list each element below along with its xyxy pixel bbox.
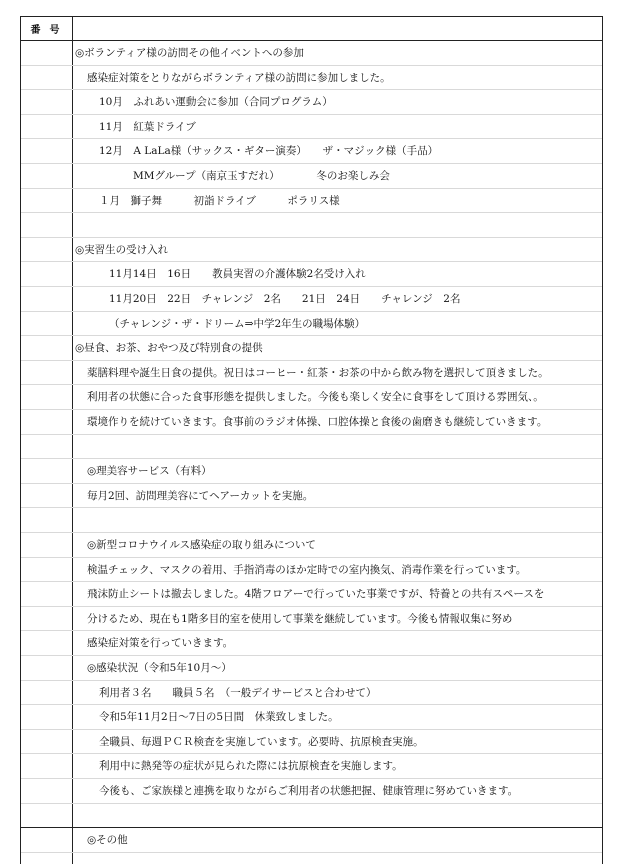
table-row [21,115,602,140]
table-row [21,533,602,558]
table-row [21,189,602,214]
table-row [21,508,602,533]
table-row [21,582,602,607]
row-text: 分けるため、現在も1階多目的室を使用して事業を継続しています。今後も情報収集に努め [87,612,513,625]
table-row [21,262,602,287]
table-row [21,410,602,435]
row-text: 薬膳料理や誕生日食の提供。祝日はコーヒー・紅茶・お茶の中から飲み物を選択して頂きました。 [87,366,549,379]
table-row [21,90,602,115]
row-text: 11月20日 22日 チャレンジ 2名 21日 24日 チャレンジ 2名 [109,293,461,305]
row-text: 今後も、ご家族様と連携を取りながらご利用者の状態把握、健康管理に努めていきます。 [99,785,519,797]
row-text: 毎月2回、訪問理美容にてヘアーカットを実施。 [87,489,314,502]
table-row [21,385,602,410]
number-column-header: 番号 [30,25,69,36]
row-text: 全職員、毎週ＰＣＲ検査を実施しています。必要時、抗原検査実施。 [99,735,424,748]
row-text: 飛沫防止シートは撤去しました。4階フロアーで行っていた事業ですが、特養との共有スペースを [87,588,545,601]
table-row [21,361,602,386]
row-text: ◎その他 [87,834,128,847]
row-text: ◎ボランティア様の訪問その他イベントへの参加 [75,47,304,59]
row-text: 10月 ふれあい運動会に参加（合同プログラム） [99,96,333,109]
table-row [21,213,602,238]
row-text: 環境作りを続けていきます。食事前のラジオ体操、口腔体操と食後の歯磨きも継続していきます。 [87,416,548,428]
table-row [21,607,602,632]
table-row [21,754,602,779]
row-text: 感染症対策をとりながらボランティア様の訪問に参加しました。 [87,71,391,84]
row-text: MMグループ（南京玉すだれ） 冬のお楽しみ会 [133,170,390,182]
row-text: 検温チェック、マスクの着用、手指消毒のほか定時での室内換気、消毒作業を行っています。 [87,563,527,576]
row-text: 利用中に熱発等の症状が見られた際には抗原検査を実施します。 [99,760,403,773]
table-row [21,804,602,829]
table-row [21,287,602,312]
table-row [21,238,602,263]
row-text: １月 獅子舞 初詣ドライブ ポラリス様 [99,194,340,207]
row-text: ◎実習生の受け入れ [75,243,169,256]
table-row [21,484,602,509]
table-row [21,779,602,804]
row-text: 感染症対策を行っていきます。 [87,637,234,650]
table-row [21,435,602,460]
table-row [21,730,602,755]
table-row [21,631,602,656]
row-text: ◎感染状況（令和5年10月～） [87,662,232,674]
table-row [21,139,602,164]
table-row [21,41,602,66]
table-row [21,336,602,361]
table-row [21,558,602,583]
table-row [21,164,602,189]
report-sheet [20,16,603,864]
row-text: 11月 紅葉ドライブ [99,120,196,133]
row-text: （チャレンジ・ザ・ドリーム⇒中学2年生の職場体験） [109,317,366,330]
table-row [21,705,602,730]
table-row [21,312,602,337]
table-row [21,681,602,706]
row-text: 12月 A LaLa様（サックス・ギター演奏） ザ・マジック様（手品） [99,145,439,158]
row-text: ◎新型コロナウイルス感染症の取り組みについて [87,539,316,551]
table-row [21,459,602,484]
header-row [21,17,602,41]
table-row [21,656,602,681]
row-text: ◎理美容サービス（有料） [87,465,212,478]
row-text: 利用者の状態に合った食事形態を提供しました。今後も楽しく安全に食事をして頂ける雰囲気、。 [87,391,544,404]
row-text: ◎昼食、お茶、おやつ及び特別食の提供 [75,342,263,355]
row-text: 令和5年11月2日～7日の5日間 休業致しました。 [99,711,339,724]
row-text: 11月14日 16日 教員実習の介護体験2名受け入れ [109,268,366,281]
table-row [21,66,602,91]
table-row [21,828,602,853]
row-text: 利用者３名 職員５名 （一般デイサービスと合わせて） [99,686,377,699]
